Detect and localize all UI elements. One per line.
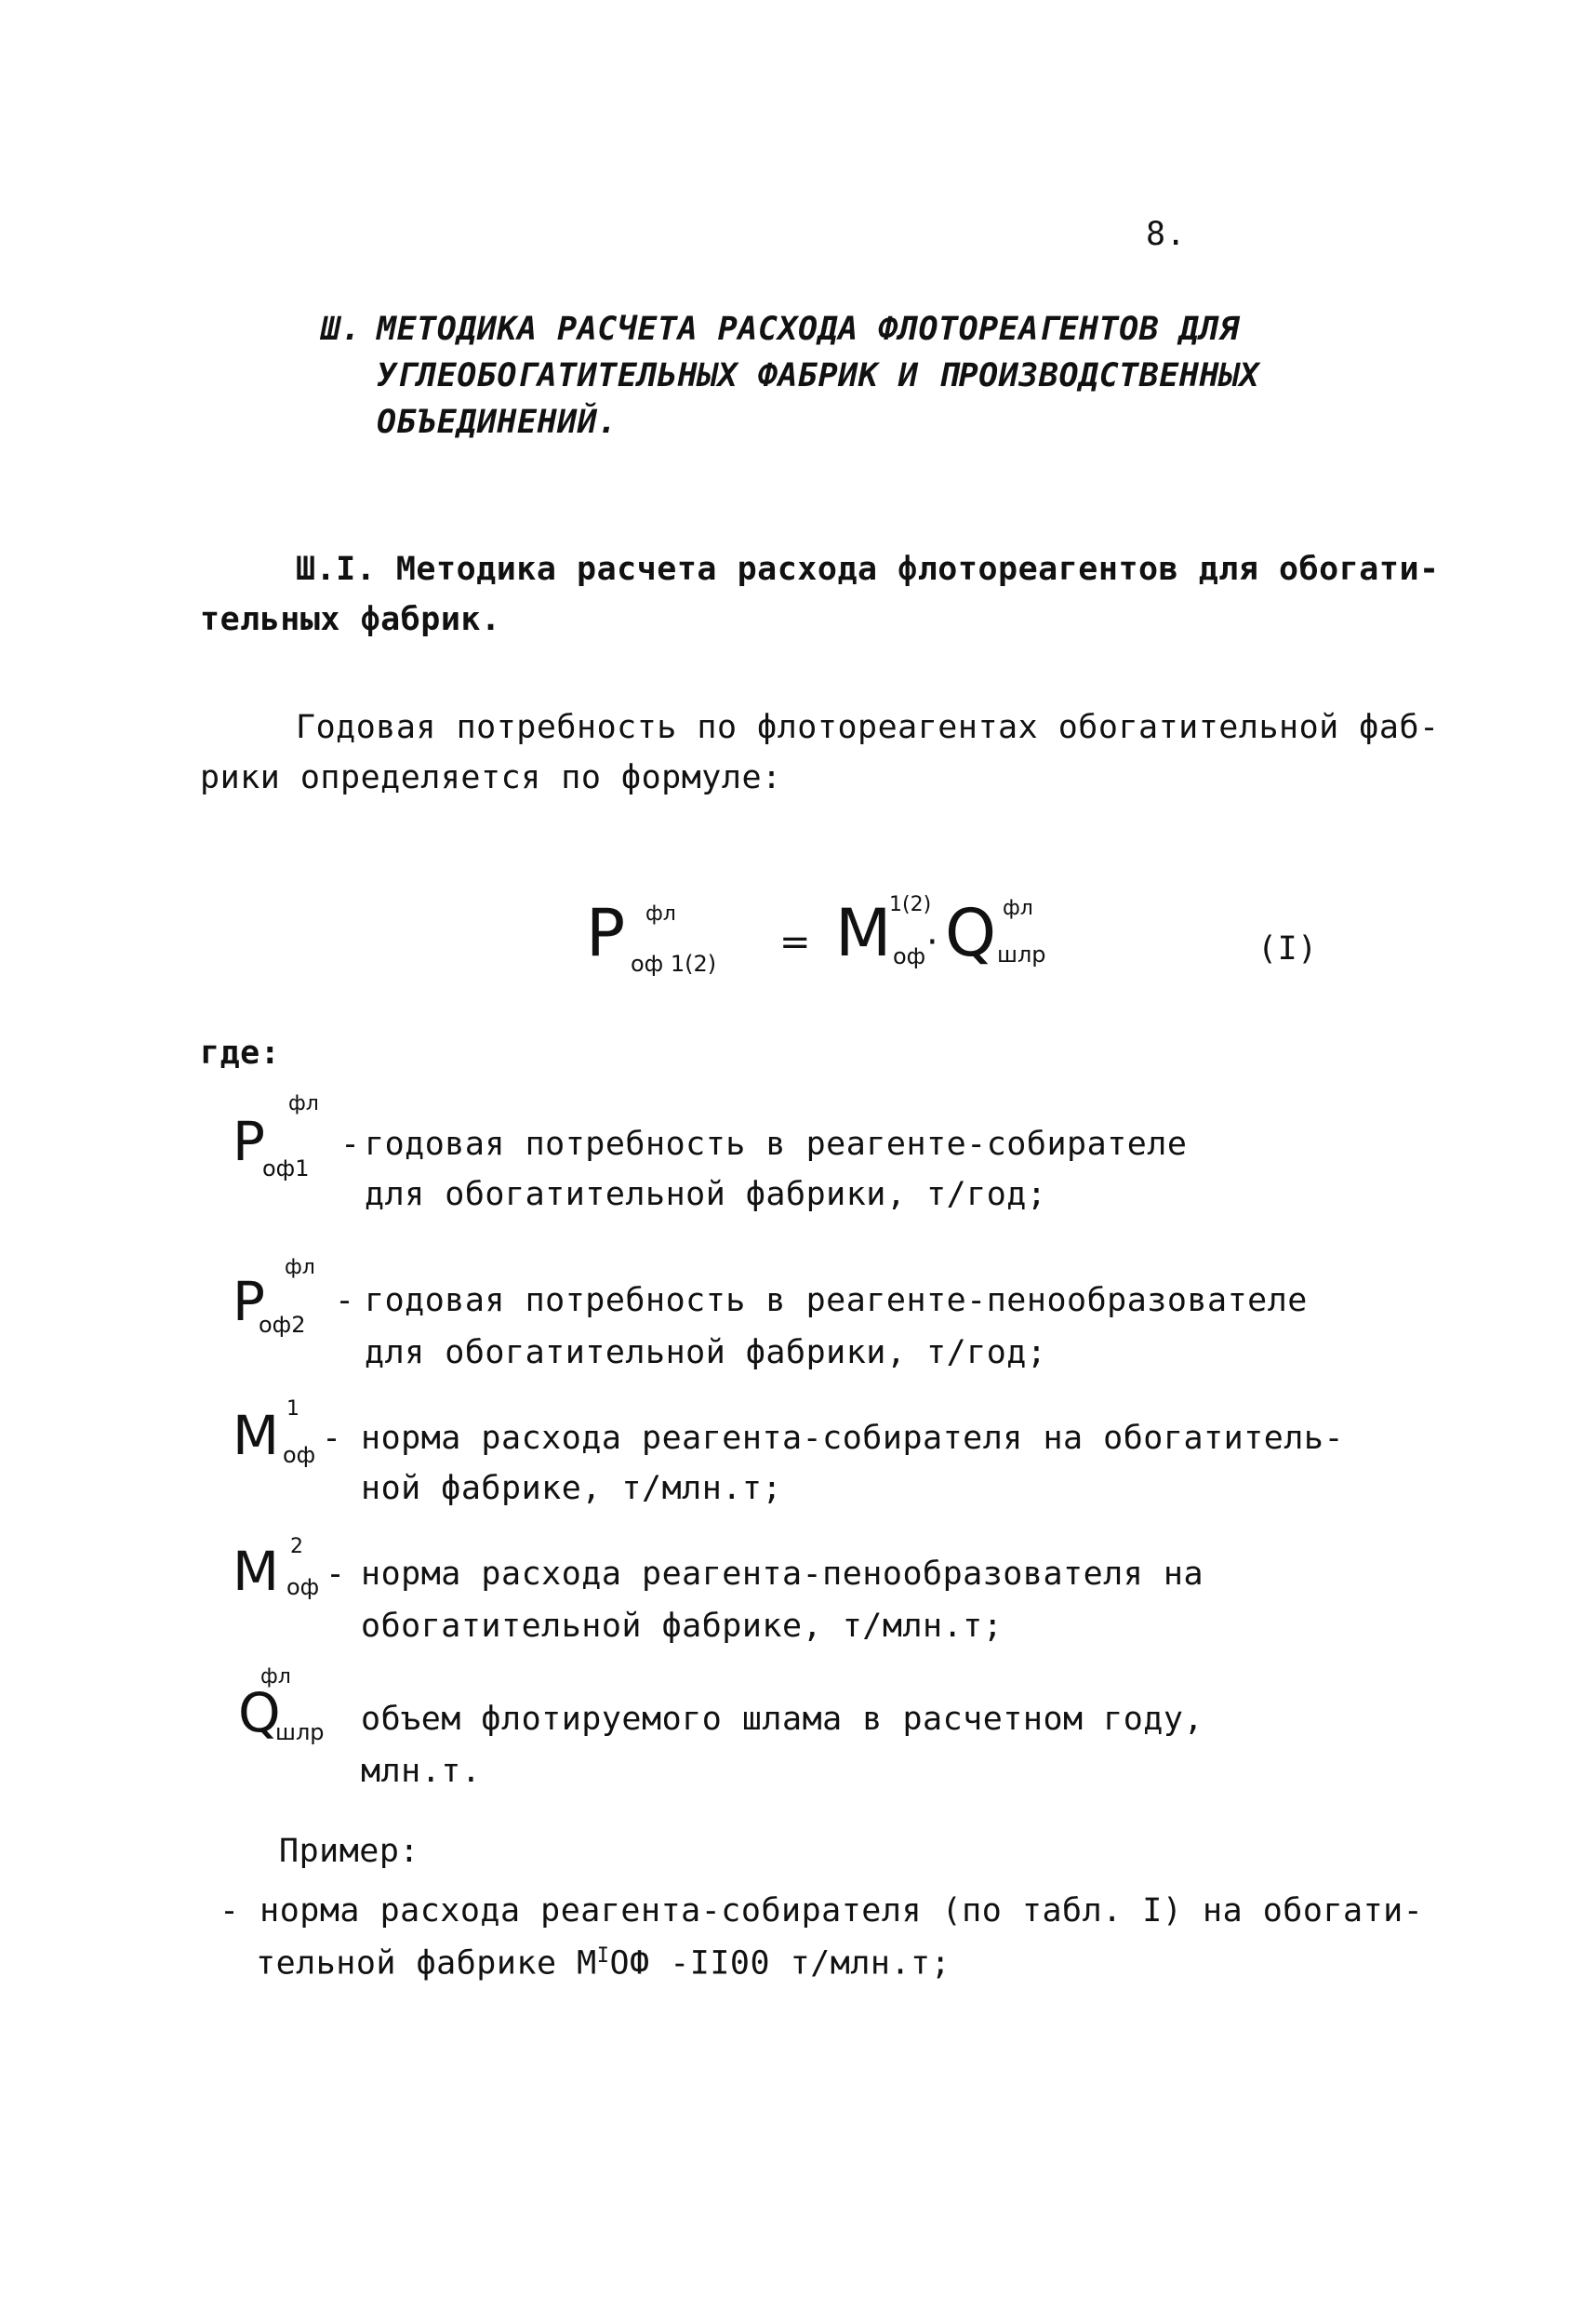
definition-symbol-sub: оф1 xyxy=(262,1155,310,1182)
definition-symbol-letter: Q xyxy=(238,1681,281,1744)
definition-dash: - xyxy=(326,1556,346,1593)
definition-text-line-1: норма расхода реагента-пенообразователя на xyxy=(361,1556,1204,1593)
formula-q-sup: фл xyxy=(1003,897,1033,920)
formula-m-sup: 1(2) xyxy=(889,893,932,916)
formula-equals: = xyxy=(779,921,811,964)
section-title-line-3: ОБЪЕДИНЕНИЙ. xyxy=(377,404,618,441)
definition-symbol-sub: оф xyxy=(283,1442,316,1468)
definition-symbol-letter: P xyxy=(233,1270,265,1333)
section-title-line-1: МЕТОДИКА РАСЧЕТА РАСХОДА ФЛОТОРЕАГЕНТОВ ДЛЯ xyxy=(377,311,1240,348)
definition-text-line-2: млн.т. xyxy=(361,1753,482,1790)
example-label: Пример: xyxy=(279,1833,420,1870)
definition-dash: - xyxy=(340,1126,361,1163)
example-line-2 xyxy=(256,1944,951,1983)
definition-text-line-1: годовая потребность в реагенте-пенообразователе xyxy=(365,1282,1308,1319)
section-title-line-2: УГЛЕОБОГАТИТЕЛЬНЫХ ФАБРИК И ПРОИЗВОДСТВЕННЫХ xyxy=(377,357,1260,394)
page-number: 8. xyxy=(1146,216,1187,253)
definition-symbol-sup: фл xyxy=(260,1665,291,1689)
subsection-line-2: тельных фабрик. xyxy=(200,601,501,638)
formula-lhs-sup: фл xyxy=(645,902,676,926)
definition-text-line-1: норма расхода реагента-собирателя на обогатитель- xyxy=(361,1420,1345,1457)
definition-text-line-2: для обогатительной фабрики, т/год; xyxy=(365,1176,1047,1213)
definition-symbol-sup: фл xyxy=(288,1092,319,1115)
definition-symbol-sup: фл xyxy=(285,1256,315,1279)
intro-line-2: рики определяется по формуле: xyxy=(200,759,782,796)
definition-symbol-letter: M xyxy=(233,1540,280,1603)
intro-line-1: Годовая потребность по флотореагентах обогатительной фаб- xyxy=(296,709,1440,746)
definition-symbol-sub: шлр xyxy=(275,1719,325,1745)
formula-lhs-sub: оф 1(2) xyxy=(631,951,717,977)
definition-text-line-2: обогатительной фабрике, т/млн.т; xyxy=(361,1608,1004,1645)
definition-text-line-2: ной фабрике, т/млн.т; xyxy=(361,1470,783,1507)
example-sup: I xyxy=(596,1944,610,1968)
formula-q-sub: шлр xyxy=(997,941,1046,968)
example-line-2-rest: ОФ -II00 т/млн.т; xyxy=(609,1944,951,1983)
definition-text-line-2: для обогатительной фабрики, т/год; xyxy=(365,1334,1047,1371)
subsection-line-1: Ш.I. Методика расчета расхода флотореагентов для обогати- xyxy=(296,551,1440,588)
formula-lhs-symbol: P xyxy=(586,895,626,971)
formula-m-sub: оф xyxy=(893,943,926,969)
definition-symbol-letter: M xyxy=(233,1404,280,1467)
definition-symbol-letter: P xyxy=(233,1110,265,1173)
definition-symbol-sup: 2 xyxy=(290,1535,303,1558)
definition-text-line-1: годовая потребность в реагенте-собирателе xyxy=(365,1126,1188,1163)
example-line-2-text: тельной фабрике М xyxy=(256,1944,597,1983)
example-line-1: - норма расхода реагента-собирателя (по табл. I) на обогати- xyxy=(219,1892,1424,1929)
definition-dash: - xyxy=(335,1282,355,1319)
where-label: где: xyxy=(200,1035,281,1072)
formula-m-symbol: M xyxy=(835,895,892,971)
definition-dash: - xyxy=(322,1420,342,1457)
formula-dot: · xyxy=(926,921,938,964)
formula-number: (I) xyxy=(1257,930,1318,968)
definition-text-line-1: объем флотируемого шлама в расчетном году, xyxy=(361,1701,1204,1738)
formula-q-symbol: Q xyxy=(945,895,997,971)
definition-symbol-sub: оф2 xyxy=(259,1312,306,1338)
definition-symbol-sup: 1 xyxy=(286,1397,299,1421)
definition-symbol-sub: оф xyxy=(286,1574,320,1600)
section-numeral: Ш. xyxy=(321,311,362,348)
